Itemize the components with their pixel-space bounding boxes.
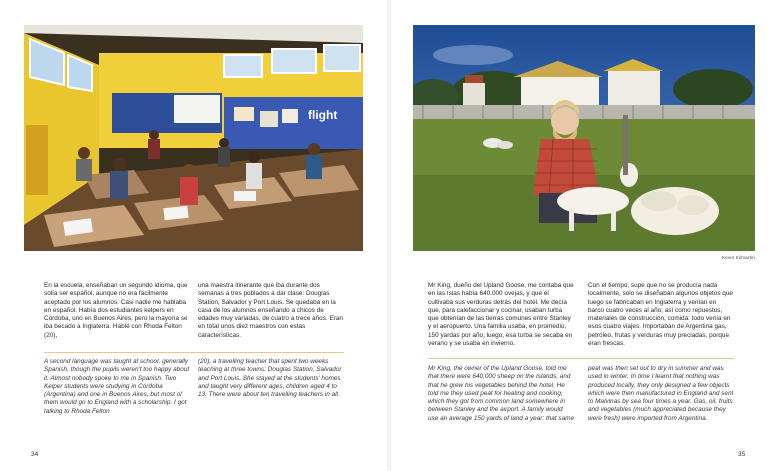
divider	[44, 352, 344, 353]
paragraph: (20), a travelling teacher that spent two weeks teaching at three towns: Douglas Station, Salvador and Port Louis. She stayed at the students' homes and taught very different ages, children aged 4 to 13. There were about ten travelling teachers in all.	[198, 358, 342, 399]
flight-sign-text: flight	[308, 108, 338, 122]
paragraph: Mr King, the owner of the Upland Goose, told me that there were 640,000 sheep on the Islands, and that he grew his vegetables behind the hotel. He told me they used peat for heating and cooking, which they got from common land somewhere in between Stanley and the airport. A family would use an average 150 yards of land a year; that same	[428, 365, 575, 422]
book-gutter	[387, 0, 391, 471]
paragraph: una maestra itinerante que iba durante dos semanas a tres poblados a dar clase: Douglas Station, Salvador y Port Louis. Se quedaba en la casa de los alumnos enseñando a chicos de edades muy variadas, de cuatro a trece años. Eran en total unos diez maestros con estas características.	[198, 282, 343, 339]
left-spanish-col2	[198, 282, 344, 340]
left-english-col1	[44, 358, 190, 416]
paragraph: Mr King, dueño del Upland Goose, me contaba que en las Islas había 640.000 ovejas, y que él cultivaba sus verduras detrás del hotel. Me decía que, para calefaccionar y cocinar, usaban turba que obtenían de las tierras comunes entre Stanley y el aeropuerto. Una familia usaba, en promedio, 150 yardas por año; luego, esa turba se secaba en verano y se usaba en invierno.	[428, 282, 574, 348]
classroom-photo	[24, 25, 363, 251]
page-number-right: 35	[738, 451, 746, 458]
left-english-col2	[198, 358, 344, 399]
divider	[428, 358, 734, 359]
paragraph: A second language was taught at school, generally Spanish, though the pupils weren't too happy about it. Almost nobody spoke to me in Spanish. Two Kelper students were studying in Córdoba (Argentina) and one in Buenos Aires, but most of them would go to England with a scholarship. I got talking to Rhoda Felton	[44, 358, 190, 415]
paragraph: peat was then set out to dry in summer and was used in winter. In time I learnt that nothing was produced locally, they only designed a few objects which were then manufactured in England and sent to Malvinas by sea four times a year. Gas, oil, fruits and vegetables (much appreciated because they were fresh) were imported from Argentina.	[588, 365, 734, 422]
sheep-shearing-photo	[413, 25, 755, 251]
right-spanish-col1	[428, 282, 574, 348]
paragraph: Con el tiempo, supe que no se producía nada localmente, solo se diseñaban algunos objetos que luego se fabricaban en Inglaterra y venían en barco cuatro veces al año; así como repuestos, materiales de construcción, comida: todo venía en esos cuatro viajes. Importaban de Argentina gas, petróleo, frutas y verduras muy preciadas, porque eran frescas.	[588, 282, 733, 348]
photo-credit: Kevin Kilmartin	[721, 255, 755, 260]
left-spanish-col1	[44, 282, 190, 340]
right-english-col1	[428, 365, 574, 423]
page-number-left: 34	[31, 451, 39, 458]
paragraph: En la escuela, enseñaban un segundo idioma, que solía ser español, aunque no era fácilmente aceptado por los alumnos. Casi nadie me hablaba en español. Había dos estudiantes kelpers en Córdoba, uno en Buenos Aires, pero la mayoría se iba becado a Inglaterra. Hablé con Rhoda Felton (20),	[44, 282, 188, 339]
right-spanish-col2	[588, 282, 734, 348]
right-english-col2	[588, 365, 734, 423]
